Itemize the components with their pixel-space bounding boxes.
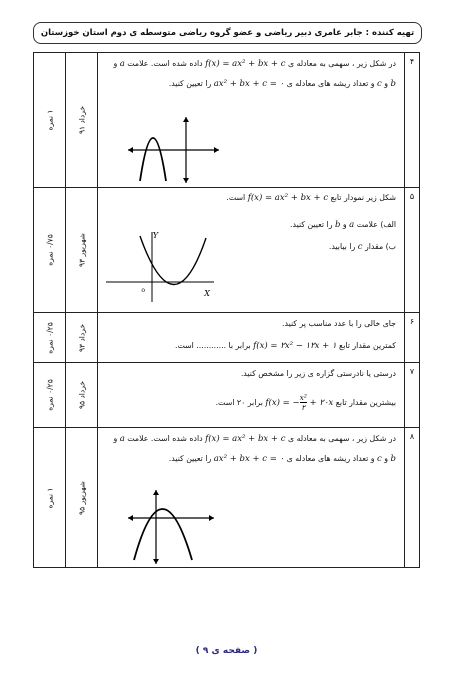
question-line: جای خالی را با عدد مناسب پر کنید. bbox=[282, 319, 396, 328]
score-cell: ۰/۲۵ نمره bbox=[34, 363, 66, 428]
question-number: ۴ bbox=[405, 53, 420, 188]
question-row-5 bbox=[34, 188, 420, 313]
question-line: b و c و تعداد ریشه های معادله ی ax² + bx + c = ۰ را تعیین کنید. bbox=[168, 454, 396, 464]
question-line: الف) علامت a و b را تعیین کنید. bbox=[290, 220, 396, 230]
question-line: شکل زیر نمودار تابع f(x) = ax² + bx + c است. bbox=[226, 193, 396, 203]
question-body bbox=[98, 363, 405, 428]
score-cell: ۱ نمره bbox=[34, 428, 66, 568]
question-number: ۷ bbox=[405, 363, 420, 428]
origin-label: o bbox=[141, 287, 145, 294]
date-cell: شهریور ۹۵ bbox=[66, 428, 98, 568]
parabola-graph bbox=[102, 226, 222, 306]
parabola-graph bbox=[126, 488, 216, 566]
question-body bbox=[98, 428, 405, 568]
question-body bbox=[98, 53, 405, 188]
date-cell: خرداد ۹۵ bbox=[66, 363, 98, 428]
y-axis-label: Y bbox=[152, 231, 158, 240]
score-cell: ۱ نمره bbox=[34, 53, 66, 188]
date-cell: خرداد ۹۱ bbox=[66, 53, 98, 188]
question-line: b و c و تعداد ریشه های معادله ی ax² + bx + c = ۰ را تعیین کنید. bbox=[168, 79, 396, 89]
question-number: ۶ bbox=[405, 313, 420, 363]
questions-table bbox=[33, 52, 420, 568]
question-line: در شکل زیر ، سهمی به معادله ی f(x) = ax² + bx + c داده شده است. علامت a و bbox=[113, 59, 396, 69]
question-line: بیشترین مقدار تابع f(x) = − x² ۲ + ۲۰x برابر ۲۰ است. bbox=[215, 393, 396, 412]
question-row-7 bbox=[34, 363, 420, 428]
date-cell: شهریور ۹۳ bbox=[66, 188, 98, 313]
question-number: ۵ bbox=[405, 188, 420, 313]
question-line: کمترین مقدار تابع f(x) = ۲x² − ۱۲x + ۱ برابر با ............ است. bbox=[175, 341, 396, 351]
score-cell: ۰/۷۵ نمره bbox=[34, 188, 66, 313]
question-line: درستی یا نادرستی گزاره ی زیر را مشخص کنید. bbox=[240, 369, 396, 378]
date-cell: خرداد ۹۳ bbox=[66, 313, 98, 363]
question-number: ۸ bbox=[405, 428, 420, 568]
question-body bbox=[98, 313, 405, 363]
page-header: تهیه کننده : جابر عامری دبیر ریاضی و عضو گروه ریاضی متوسطه ی دوم استان خوزستان bbox=[33, 22, 422, 44]
question-row-4 bbox=[34, 53, 420, 188]
question-body bbox=[98, 188, 405, 313]
question-line: در شکل زیر ، سهمی به معادله ی f(x) = ax² + bx + c داده شده است. علامت a و bbox=[113, 434, 396, 444]
page-number: ( صفحه ی ۹ ) bbox=[195, 646, 258, 656]
question-row-8 bbox=[34, 428, 420, 568]
question-row-6 bbox=[34, 313, 420, 363]
question-line: ب) مقدار c را بیابید. bbox=[328, 242, 396, 252]
x-axis-label: X bbox=[204, 289, 210, 298]
parabola-graph bbox=[126, 115, 221, 185]
score-cell: ۰/۲۵ نمره bbox=[34, 313, 66, 363]
